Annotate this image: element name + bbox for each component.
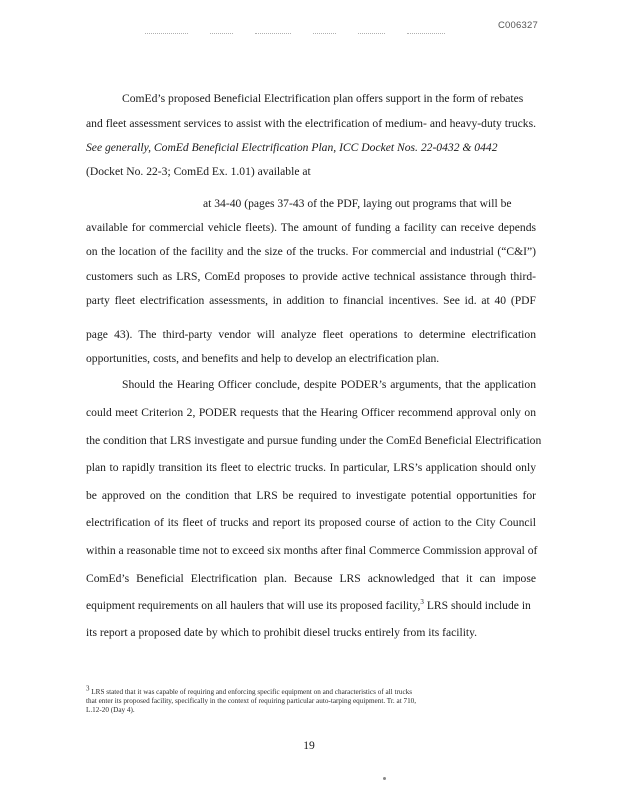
- text-line: be approved on the condition that LRS be required to investigate potential opportunities for: [86, 489, 536, 502]
- text-line: within a reasonable time not to exceed six months after final Commerce Commission approval of: [86, 544, 538, 557]
- text-line: ComEd’s Beneficial Electrification plan. Because LRS acknowledged that it can impose: [86, 572, 536, 585]
- header-mark: [210, 30, 233, 34]
- document-id: C006327: [498, 20, 538, 31]
- page-number: 19: [303, 739, 315, 752]
- footnote-reference[interactable]: 3: [420, 598, 424, 607]
- footnote-marker: 3: [86, 684, 90, 693]
- faint-header-marks: [145, 30, 445, 36]
- text-segment: LRS should include in: [423, 599, 531, 612]
- text-line: opportunities, costs, and benefits and help to develop an electrification plan.: [86, 352, 440, 365]
- text-line: could meet Criterion 2, PODER requests that the Hearing Officer recommend approval only on: [86, 406, 536, 419]
- text-line: at 34-40 (pages 37-43 of the PDF, laying out programs that will be: [203, 197, 512, 210]
- text-line-with-footnote: [86, 599, 536, 612]
- footnote-line: that enter its proposed facility, specifically in the context of requiring particular auto-tarping equipment. Tr. at 710,: [86, 697, 417, 705]
- text-line: customers such as LRS, ComEd proposes to provide active technical assistance through third-: [86, 270, 536, 283]
- header-mark: [255, 30, 291, 34]
- text-line: on the location of the facility and the size of the trucks. For commercial and industrial (“C&I”): [86, 245, 536, 258]
- text-line: Should the Hearing Officer conclude, despite PODER’s arguments, that the application: [122, 378, 536, 391]
- text-line: its report a proposed date by which to prohibit diesel trucks entirely from its facility.: [86, 626, 478, 639]
- text-line: electrification of its fleet of trucks and report its proposed course of action to the City Council: [86, 516, 536, 529]
- text-line: the condition that LRS investigate and pursue funding under the ComEd Beneficial Electrification: [86, 434, 542, 447]
- text-line: See generally, ComEd Beneficial Electrification Plan, ICC Docket Nos. 22-0432 & 0442: [86, 141, 498, 154]
- text-line: and fleet assessment services to assist with the electrification of medium- and heavy-duty trucks.: [86, 117, 536, 130]
- text-line: page 43). The third-party vendor will analyze fleet operations to determine electrification: [86, 328, 536, 341]
- scan-speck: [383, 777, 386, 780]
- text-line: available for commercial vehicle fleets). The amount of funding a facility can receive depends: [86, 221, 536, 234]
- text-line: plan to rapidly transition its fleet to electric trucks. In particular, LRS’s application should only: [86, 461, 536, 474]
- footnote-text: LRS stated that it was capable of requiring and enforcing specific equipment on and characteristics of all trucks: [89, 688, 413, 696]
- header-mark: [145, 30, 188, 34]
- text-line: ComEd’s proposed Beneficial Electrification plan offers support in the form of rebates: [122, 92, 524, 105]
- header-mark: [313, 30, 336, 34]
- header-mark: [358, 30, 385, 34]
- header-mark: [407, 30, 445, 34]
- text-segment: equipment requirements on all haulers that will use its proposed facility,: [86, 599, 421, 612]
- footnote-line: L.12-20 (Day 4).: [86, 706, 135, 714]
- text-line: party fleet electrification assessments, in addition to financial incentives. See id. at 40 (PDF: [86, 294, 536, 307]
- text-line: (Docket No. 22-3; ComEd Ex. 1.01) available at: [86, 165, 311, 178]
- footnote-line: [86, 684, 536, 697]
